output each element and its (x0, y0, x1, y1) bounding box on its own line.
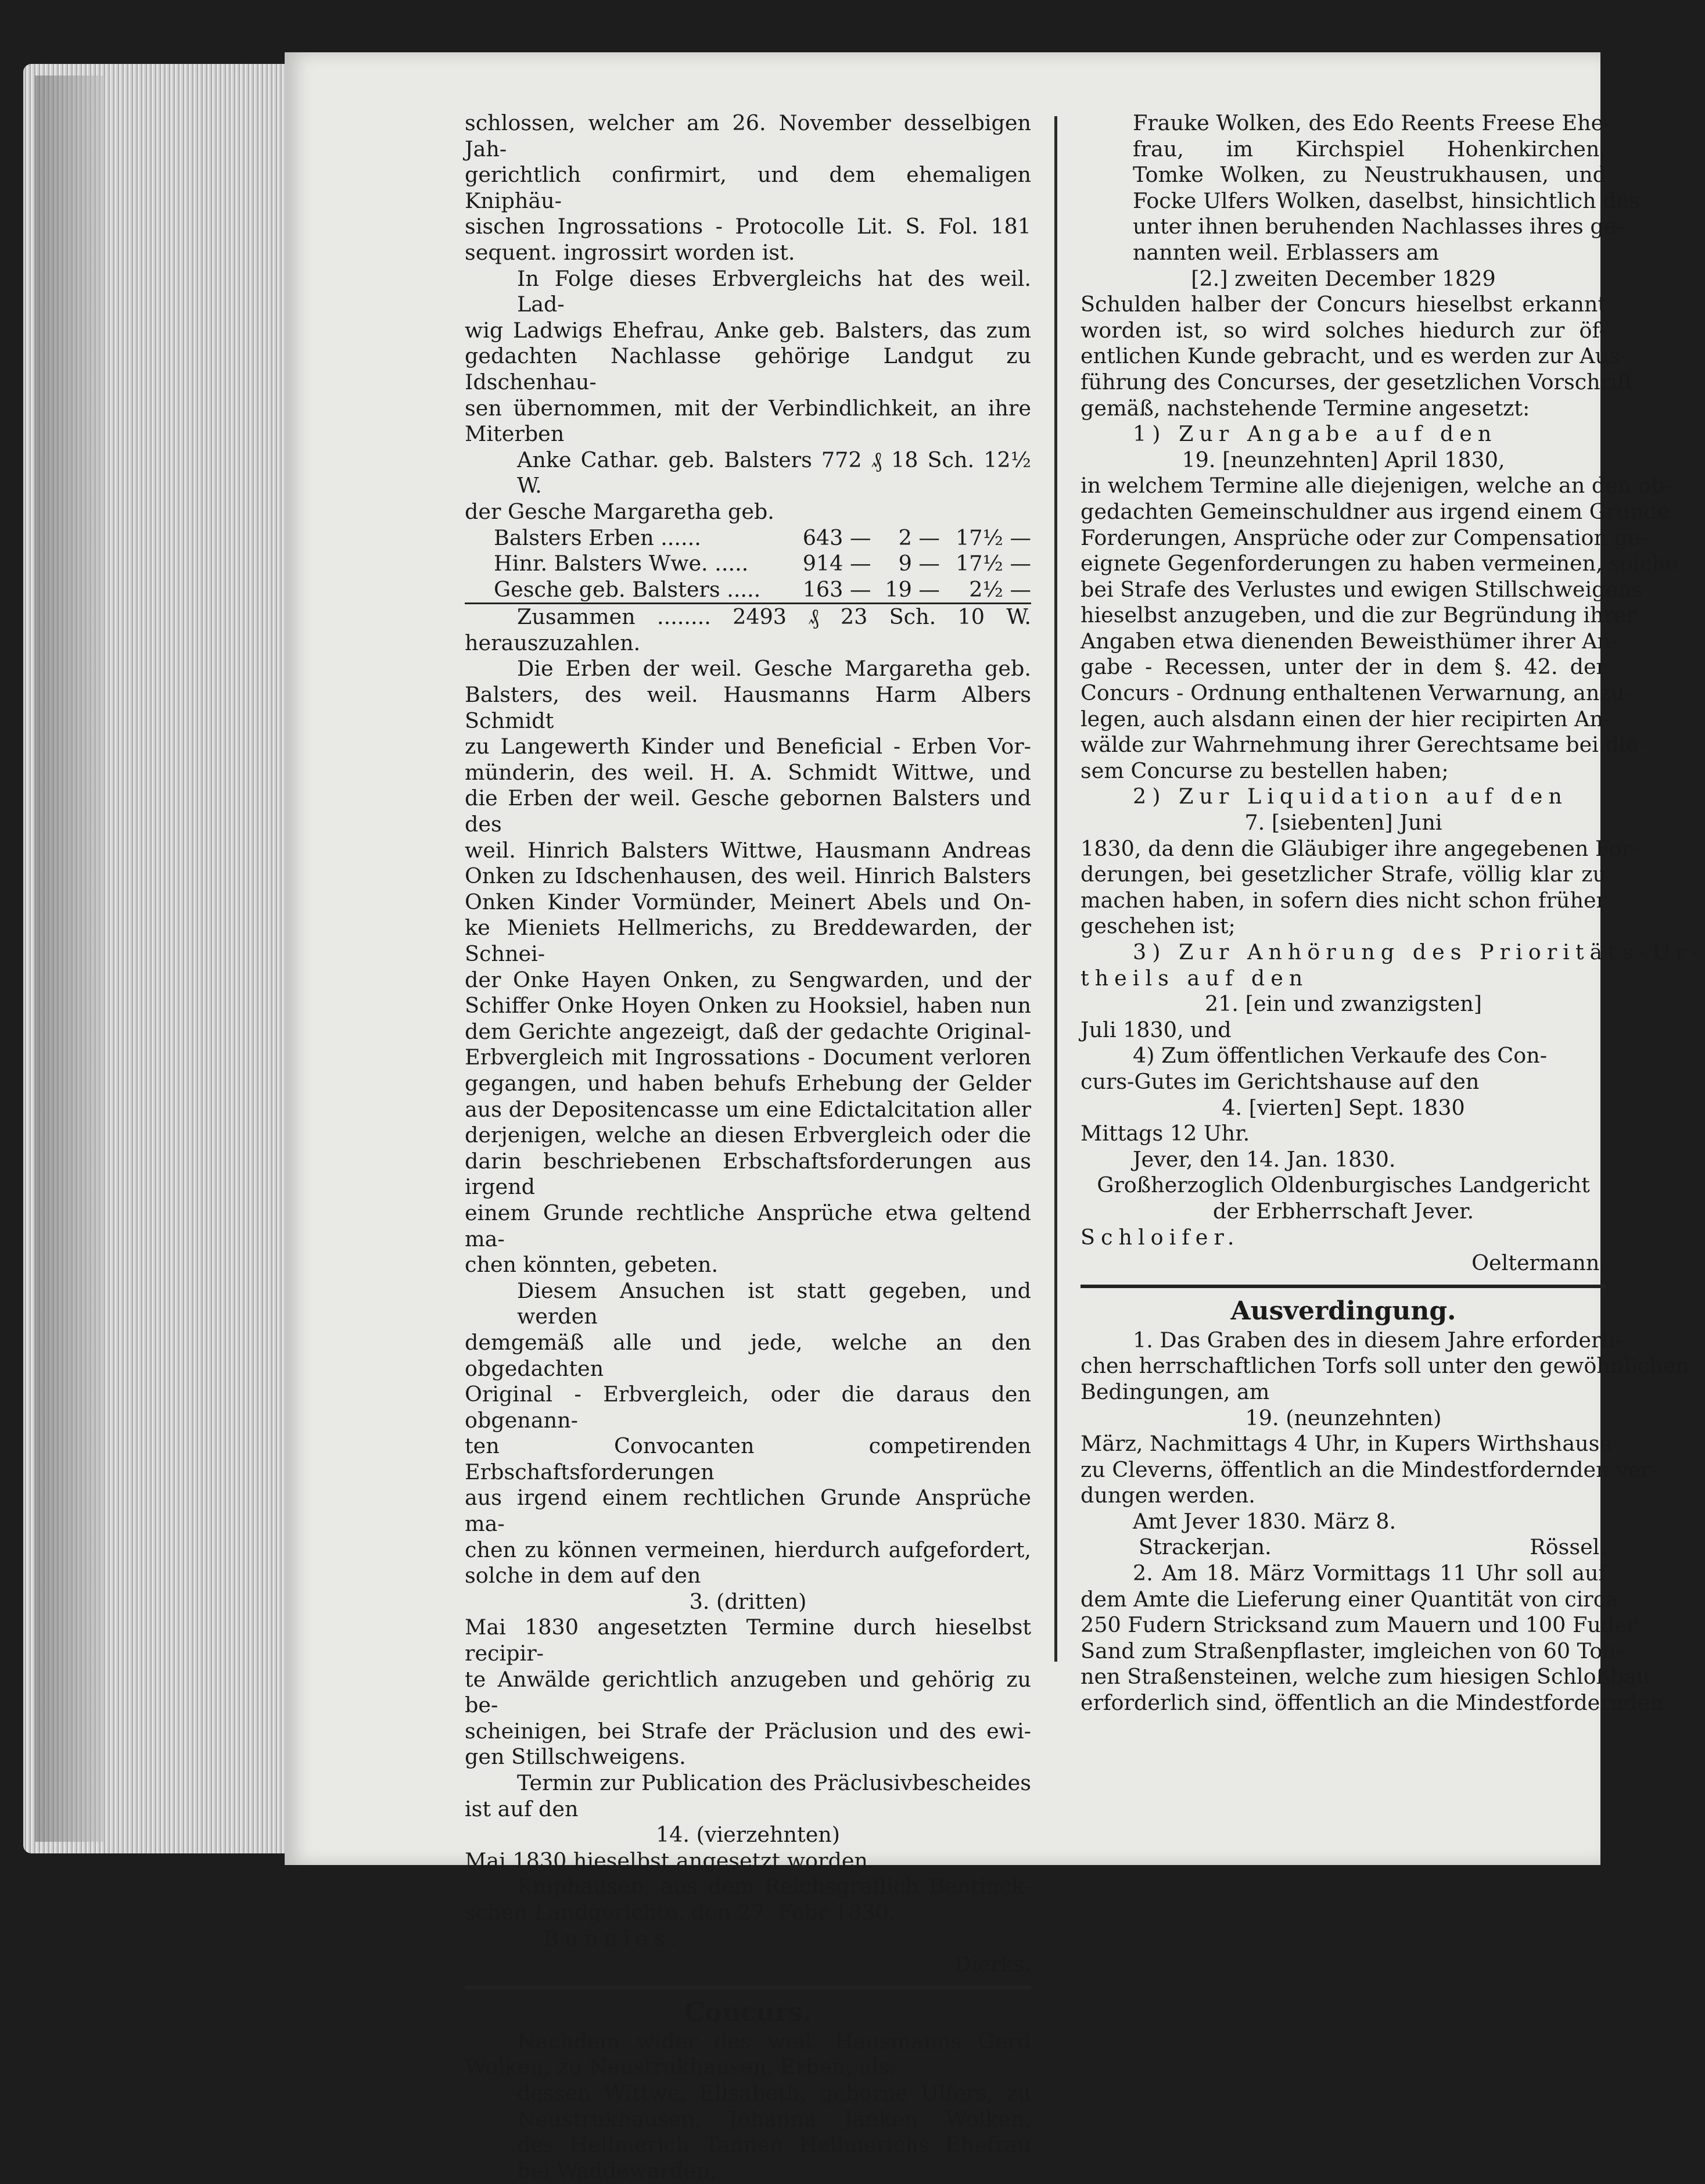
date-neunzehnten-maerz: 19. (neunzehnten) (1245, 1405, 1442, 1430)
text-line: te Anwälde gerichtlich anzugeben und gehörig zu be- (465, 1666, 1031, 1718)
notice-2-text (1081, 1561, 1664, 1716)
text-line: derjenigen, welche an diesen Erbvergleich oder die (465, 1123, 1031, 1148)
term-2-details (1081, 835, 1639, 939)
intro-paragraph (465, 110, 1031, 266)
text-line: gegangen, und haben behufs Erhebung der Gelder (465, 1070, 1031, 1096)
text-line: zu Cleverns, öffentlich an die Mindestfordernden ver- (1081, 1457, 1659, 1482)
date-vierzehnten: 14. (vierzehnten) (655, 1822, 841, 1848)
right-column (1081, 110, 1705, 1716)
signature-oeltermann: Oeltermann. (1471, 1250, 1606, 1276)
text-line: erforderlich sind, öffentlich an die Mindestfordernden (1081, 1690, 1664, 1716)
term-3-cont: theils auf den (1081, 965, 1309, 991)
term-4-cont: curs-Gutes im Gerichtshause auf den (1081, 1068, 1480, 1094)
term-4-time: Mittags 12 Uhr. (1081, 1121, 1250, 1146)
heirs-list-continued (1081, 110, 1640, 266)
text-line: gemäß, nachstehende Termine angesetzt: (1081, 395, 1530, 421)
text-line: gerichtlich confirmirt, und dem ehemaligen Kniphäu- (465, 162, 1031, 213)
date-neunzehnten-april: 19. [neunzehnten] April 1830, (1182, 447, 1505, 472)
term-3-end: Juli 1830, und (1081, 1017, 1232, 1042)
text-line: hieselbst anzugeben, und die zur Begründung ihrer (1081, 603, 1637, 628)
text-line: aus der Depositencasse um eine Edictalcitation aller (465, 1096, 1031, 1122)
text-line: Forderungen, Ansprüche oder zur Compensation ge- (1081, 525, 1647, 550)
heirs-table-cell: Hinr. Balsters Wwe. ..... (494, 551, 749, 576)
text-line: einem Grunde rechtliche Ansprüche etwa geltend ma- (465, 1200, 1031, 1251)
term-1-details (1081, 473, 1678, 784)
text-line: machen haben, in sofern dies nicht schon früher (1081, 887, 1606, 913)
text-line: März, Nachmittags 4 Uhr, in Kupers Wirthshause (1081, 1431, 1612, 1457)
text-line: Nachdem wider des weil. Hausmanns Gerd (517, 2028, 1031, 2054)
text-line: Termin zur Publication des Präclusivbescheides (517, 1770, 1031, 1795)
text-line: 1830, da denn die Gläubiger ihre angegebenen For- (1081, 835, 1639, 861)
text-line: die Erben der weil. Gesche gebornen Balsters und des (465, 786, 1031, 837)
text-line: gedachten Gemeinschuldner aus irgend einem Grunde (1081, 499, 1670, 524)
concurs-heirs-list (465, 2081, 1031, 2184)
text-line: gabe - Recessen, unter der in dem §. 42. der (1081, 654, 1606, 680)
heirs-table-cell: 914 — (802, 551, 871, 576)
text-line: In Folge dieses Erbvergleichs hat des weil. Lad- (517, 266, 1031, 317)
text-line: Frauke Wolken, des Edo Reents Freese Ehe- (1133, 110, 1611, 135)
text-line: nen Straßensteinen, welche zum hiesigen Schloßbau (1081, 1664, 1650, 1690)
text-line: schlossen, welcher am 26. November desselbigen Jah- (465, 110, 1031, 162)
heirs-table-cell: 643 — (802, 525, 871, 550)
text-line: entlichen Kunde gebracht, und es werden zur Aus- (1081, 343, 1627, 369)
text-line: gedachten Nachlasse gehörige Landgut zu Idschenhau- (465, 343, 1031, 395)
text-line: Focke Ulfers Wolken, daselbst, hinsichtlich des (1133, 188, 1640, 213)
text-line: eignete Gegenforderungen zu haben vermeinen, solche (1081, 551, 1678, 576)
ausverdingung-heading: Ausverdingung. (1230, 1296, 1456, 1326)
text-line: Kniphausen, aus dem Reichsgräflich Bentinck- (517, 1874, 1031, 1899)
text-line: sen übernommen, mit der Verbindlichkeit, an ihre (465, 395, 1031, 421)
text-line: Neustrukhausen, Johanna Janken Wolken, (517, 2106, 1031, 2132)
concurs-announcement (1081, 292, 1634, 421)
text-line: bei Strafe des Verlustes und ewigen Stillschweigens (1081, 576, 1643, 602)
text-line: Balsters, des weil. Hausmanns Harm Albers Schmidt (465, 682, 1031, 733)
text-line: Wolken, zu Neustrukhausen, Erben, als: (465, 2054, 897, 2080)
text-line: unter ihnen beruhenden Nachlasses ihres ge- (1133, 214, 1624, 239)
text-line: zu Langewerth Kinder und Beneficial - Erben Vor- (465, 734, 1031, 759)
heirs-table-cell: Gesche geb. Balsters ..... (465, 577, 788, 604)
date-einundzwanzigsten: 21. [ein und zwanzigsten] (1204, 991, 1482, 1017)
heirs-table-cell: 17½ — (956, 551, 1031, 576)
text-line: dessen Wittwe, Elisabeth, geborne Ulfers, zu (517, 2080, 1031, 2106)
text-line: sem Concurse zu bestellen haben; (1081, 758, 1449, 783)
text-line: dungen werden. (1081, 1483, 1255, 1508)
text-line: sischen Ingrossations - Protocolle Lit. S. Fol. 181 (465, 214, 1031, 239)
heirs-table-row (465, 577, 1031, 604)
text-line: Diesem Ansuchen ist statt gegeben, und werden (517, 1278, 1031, 1329)
text-line: legen, auch alsdann einen der hier recipirten An- (1081, 706, 1611, 731)
text-line: Großherzoglich Oldenburgisches Landgericht (1097, 1172, 1590, 1198)
text-line: der Erbherrschaft Jever. (1212, 1198, 1474, 1224)
total-line: Zusammen ........ 2493 ₰ 23 Sch. 10 W. (517, 604, 1031, 630)
book-spine-shadow (35, 76, 105, 1842)
text-line: wälde zur Wahrnehmung ihrer Gerechtsame bei die- (1081, 732, 1646, 758)
text-line: sequent. ingrossirt worden ist. (465, 239, 795, 265)
text-line: worden ist, so wird solches hiedurch zur öf- (1081, 317, 1606, 343)
concurs-intro (465, 2029, 1031, 2081)
text-line: Tomke Wolken, zu Neustrukhausen, und (1133, 162, 1606, 188)
heirs-table-cell: 163 — (788, 577, 871, 604)
text-line: gen Stillschweigens. (465, 1744, 686, 1770)
court-name (1081, 1172, 1606, 1224)
left-column (465, 110, 1031, 2184)
deadline-paragraph (465, 1615, 1031, 1770)
text-line: Schiffer Onke Hoyen Onken zu Hooksiel, haben nun (465, 993, 1031, 1019)
text-line: weil. Hinrich Balsters Wittwe, Hausmann Andreas (465, 837, 1031, 863)
signature-schloifer: Schloifer. (1081, 1224, 1240, 1250)
text-line: Miterben (465, 421, 565, 447)
heirs-first-line: Anke Cathar. geb. Balsters 772 ₰ 18 Sch. 12½ W. (517, 447, 1031, 499)
text-line: in welchem Termine alle diejenigen, welche an den ob- (1081, 473, 1672, 499)
heirs-table-row (465, 551, 1031, 577)
text-line: Sand zum Straßenpflaster, imgleichen von 60 Ton- (1081, 1638, 1624, 1663)
text-line: 2. Am 18. März Vormittags 11 Uhr soll auf (1133, 1561, 1606, 1586)
amt-jever-line: Amt Jever 1830. März 8. (1133, 1508, 1397, 1534)
text-line: bei Waddewarden, (517, 2158, 717, 2183)
text-line: schen Landgerichte, den 27. Febr 1830. (465, 1899, 896, 1925)
term-2-liquidation: 2) Zur Liquidation auf den (1133, 784, 1568, 809)
text-line: des Hellmerich Tannen Hellmerichs Ehefrau (517, 2132, 1031, 2158)
text-line: dem Amte die Lieferung einer Quantität von circa (1081, 1586, 1618, 1612)
text-line: Die Erben der weil. Gesche Margaretha geb. (517, 656, 1031, 682)
text-line: Original - Erbvergleich, oder die daraus den obgenann- (465, 1382, 1031, 1433)
text-line: demgemäß alle und jede, welche an den obgedachten (465, 1329, 1031, 1381)
publication-set-line: Mai 1830 hieselbst angesetzt worden. (465, 1848, 875, 1873)
text-line: 250 Fudern Stricksand zum Mauern und 100 Fuder (1081, 1612, 1638, 1638)
inheritance-paragraph (465, 266, 1031, 447)
heirs-table-cell: 17½ — (956, 525, 1031, 550)
heirs-claim-paragraph (465, 656, 1031, 1278)
column-divider (1054, 116, 1057, 1662)
text-line: führung des Concurses, der gesetzlichen Vorschrift (1081, 369, 1634, 395)
text-line: Bedingungen, am (1081, 1379, 1270, 1404)
heirs-table-cell: 9 — (898, 551, 940, 576)
section-rule-right (1081, 1285, 1606, 1288)
kniphausen-place-date (465, 1874, 1031, 1925)
text-line: ten Convocanten competirenden Erbschaftsforderungen (465, 1433, 1031, 1484)
payout-line: herauszuzahlen. (465, 630, 641, 655)
date-vierten-sept: 4. [vierten] Sept. 1830 (1222, 1095, 1465, 1120)
amt-signatures (1081, 1534, 1606, 1561)
text-line: 1. Das Graben des in diesem Jahre erforderli- (1133, 1327, 1623, 1353)
term-1-angabe: 1) Zur Angabe auf den (1133, 421, 1498, 447)
text-line: Onken Kinder Vormünder, Meinert Abels und On- (465, 889, 1031, 915)
section-rule (465, 1986, 1031, 1989)
text-line: dem Gerichte angezeigt, daß der gedachte Original- (465, 1019, 1031, 1044)
notice-1-text (1081, 1327, 1689, 1405)
heirs-table-row (465, 525, 1031, 551)
text-line: ist auf den (465, 1796, 579, 1821)
text-line: chen könnten, gebeten. (465, 1252, 719, 1278)
date-zweiten-december: [2.] zweiten December 1829 (1191, 266, 1496, 291)
text-line: scheinigen, bei Strafe der Präclusion und des ewi- (465, 1718, 1031, 1744)
heirs-table-cell: Balsters Erben ...... (494, 525, 701, 550)
text-line: chen herrschaftlichen Torfs soll unter den gewöhnlichen (1081, 1353, 1689, 1379)
date-siebenten-juni: 7. [siebenten] Juni (1244, 810, 1442, 835)
notice-1-cont (1081, 1431, 1659, 1509)
jever-place-date: Jever, den 14. Jan. 1830. (1133, 1146, 1396, 1172)
text-line: der Onke Hayen Onken, zu Sengwarden, und der (465, 967, 1031, 992)
concurs-heading: Concurs. (684, 1997, 812, 2027)
signature-bunnies: Bunnies. (543, 1925, 683, 1951)
text-line: ke Mieniets Hellmerichs, zu Breddewarden, der Schnei- (465, 915, 1031, 966)
date-dritten: 3. (dritten) (689, 1588, 807, 1614)
term-4-verkauf: 4) Zum öffentlichen Verkaufe des Con- (1133, 1043, 1548, 1068)
text-line: wig Ladwigs Ehefrau, Anke geb. Balsters, das zum (465, 317, 1031, 343)
text-line: solche in dem auf den (465, 1563, 701, 1588)
text-line: frau, im Kirchspiel Hohenkirchen, (1133, 136, 1606, 162)
signature-dierks: Dierks. (954, 1952, 1031, 1977)
text-line: Angaben etwa dienenden Beweisthümer ihrer An- (1081, 628, 1618, 654)
heirs-second-label: der Gesche Margaretha geb. (465, 499, 774, 524)
summons-paragraph (465, 1278, 1031, 1589)
signature-strackerjan: Strackerjan. (1139, 1534, 1272, 1560)
term-3-anhoerung: 3) Zur Anhörung des Prioritäts-Ur- (1133, 939, 1705, 964)
text-line: geschehen ist; (1081, 913, 1236, 939)
heirs-table (465, 525, 1031, 605)
text-line: Concurs - Ordnung enthaltenen Verwarnung, anzu- (1081, 680, 1632, 706)
signature-roessel: Rössel. (1530, 1534, 1606, 1560)
text-line: Schulden halber der Concurs hieselbst erkannt (1081, 292, 1606, 317)
text-line: münderin, des weil. H. A. Schmidt Wittwe, und (465, 759, 1031, 785)
text-line: aus irgend einem rechtlichen Grunde Ansprüche ma- (465, 1485, 1031, 1537)
publication-paragraph (465, 1770, 1031, 1822)
text-line: nannten weil. Erblassers am (1133, 239, 1440, 265)
text-line: Onken zu Idschenhausen, des weil. Hinrich Balsters (465, 863, 1031, 889)
text-line: chen zu können vermeinen, hierdurch aufgefordert, (465, 1537, 1031, 1562)
text-line: Erbvergleich mit Ingrossations - Document verloren (465, 1045, 1031, 1070)
heirs-table-cell: 19 — (871, 577, 939, 604)
text-line: darin beschriebenen Erbschaftsforderungen aus irgend (465, 1148, 1031, 1200)
text-line: Mai 1830 angesetzten Termine durch hieselbst recipir- (465, 1615, 1031, 1666)
heirs-table-cell: 2 — (898, 525, 940, 550)
heirs-table-cell: 2½ — (940, 577, 1031, 604)
text-line: derungen, bei gesetzlicher Strafe, völlig klar zu (1081, 862, 1606, 887)
